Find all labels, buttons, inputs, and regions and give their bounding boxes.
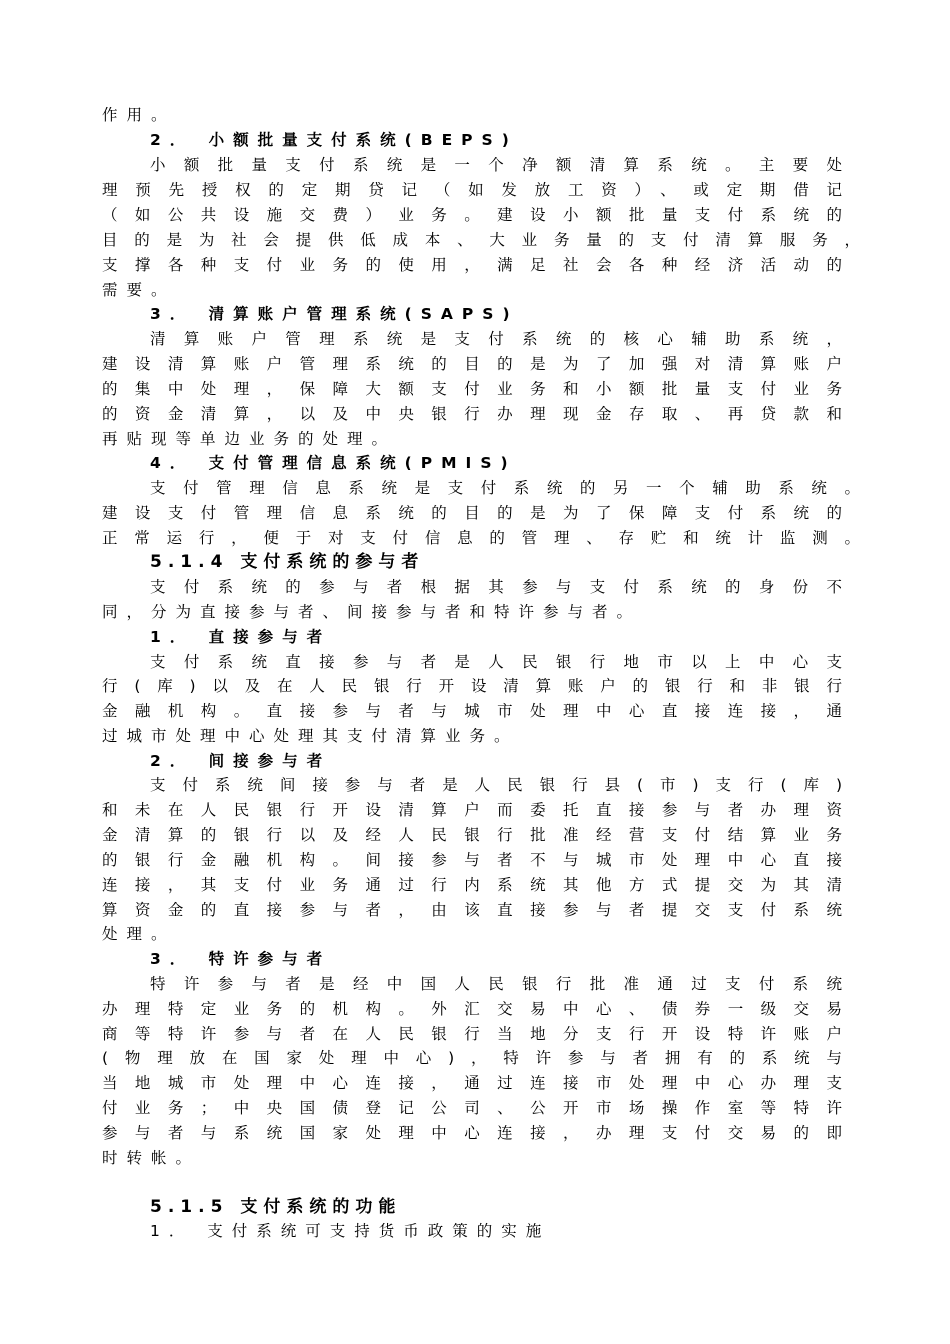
subheading-indirect-participant: 2． 间接参与者 [150,752,332,770]
paragraph-line: 支付系统直接参与者是人民银行地市以上中心支 [150,653,842,671]
paragraph-line: 算资金的直接参与者，由该直接参与者提交支付系统 [102,901,842,919]
text-line: 作用。 [102,106,176,124]
paragraph-line: 商等特许参与者在人民银行当地分支行开设特许账户 [102,1025,842,1043]
subheading-direct-participant: 1． 直接参与者 [150,628,332,646]
paragraph-line: 建设清算账户管理系统的目的是为了加强对清算账户 [102,355,842,373]
paragraph-line: 付业务；中央国债登记公司、公开市场操作室等特许 [102,1099,842,1117]
paragraph-line: 再贴现等单边业务的处理。 [102,430,397,448]
paragraph-line: 办理特定业务的机构。外汇交易中心、债券一级交易 [102,1000,842,1018]
paragraph-line: 的集中处理，保障大额支付业务和小额批量支付业务 [102,380,842,398]
paragraph-line: 目的是为社会提供低成本、大业务量的支付清算服务， [102,231,860,249]
paragraph-line: 同，分为直接参与者、间接参与者和特许参与者。 [102,603,642,621]
paragraph-line: 处理。 [102,925,176,943]
subheading-pmis: 4． 支付管理信息系统(PMIS) [150,454,517,472]
subheading-saps: 3． 清算账户管理系统(SAPS) [150,305,519,323]
paragraph-line: 支付系统间接参与者是人民银行县(市)支行(库) [150,776,842,794]
paragraph-line: 支撑各种支付业务的使用，满足社会各种经济活动的 [102,256,842,274]
section-heading-5-1-4: 5.1.4 支付系统的参与者 [150,552,425,572]
paragraph-line: 金清算的银行以及经人民银行批准经营支付结算业务 [102,826,842,844]
paragraph-line: （如公共设施交费）业务。建设小额批量支付系统的 [102,206,842,224]
paragraph-line: 理预先授权的定期贷记（如发放工资）、或定期借记 [102,181,842,199]
paragraph-line: 行(库)以及在人民银行开设清算账户的银行和非银行 [102,677,842,695]
section-heading-5-1-5: 5.1.5 支付系统的功能 [150,1197,402,1217]
paragraph-line: 的银行金融机构。间接参与者不与城市处理中心直接 [102,851,842,869]
paragraph-line: 时转帐。 [102,1149,201,1167]
paragraph-line: 参与者与系统国家处理中心连接，办理支付交易的即 [102,1124,842,1142]
paragraph-line: 支付管理信息系统是支付系统的另一个辅助系统。 [150,479,860,497]
paragraph-line: 需要。 [102,281,176,299]
paragraph-line: 连接，其支付业务通过行内系统其他方式提交为其清 [102,876,842,894]
paragraph-line: 支付系统的参与者根据其参与支付系统的身份不 [150,578,842,596]
paragraph-line: 正常运行，便于对支付信息的管理、存贮和统计监测。 [102,529,860,547]
paragraph-line: (物理放在国家处理中心)，特许参与者拥有的系统与 [102,1049,842,1067]
subheading-beps: 2． 小额批量支付系统(BEPS) [150,131,518,149]
paragraph-line: 过城市处理中心处理其支付清算业务。 [102,727,519,745]
paragraph-line: 建设支付管理信息系统的目的是为了保障支付系统的 [102,504,842,522]
subheading-monetary-policy: 1． 支付系统可支持货币政策的实施 [150,1222,551,1240]
paragraph-line: 金融机构。直接参与者与城市处理中心直接连接，通 [102,702,842,720]
paragraph-line: 当地城市处理中心连接，通过连接市处理中心办理支 [102,1074,842,1092]
paragraph-line: 和未在人民银行开设清算户而委托直接参与者办理资 [102,801,842,819]
paragraph-line: 小额批量支付系统是一个净额清算系统。主要处 [150,156,842,174]
paragraph-line: 清算账户管理系统是支付系统的核心辅助系统， [150,330,842,348]
subheading-licensed-participant: 3． 特许参与者 [150,950,332,968]
paragraph-line: 的资金清算，以及中央银行办理现金存取、再贷款和 [102,405,842,423]
paragraph-line: 特许参与者是经中国人民银行批准通过支付系统 [150,975,842,993]
